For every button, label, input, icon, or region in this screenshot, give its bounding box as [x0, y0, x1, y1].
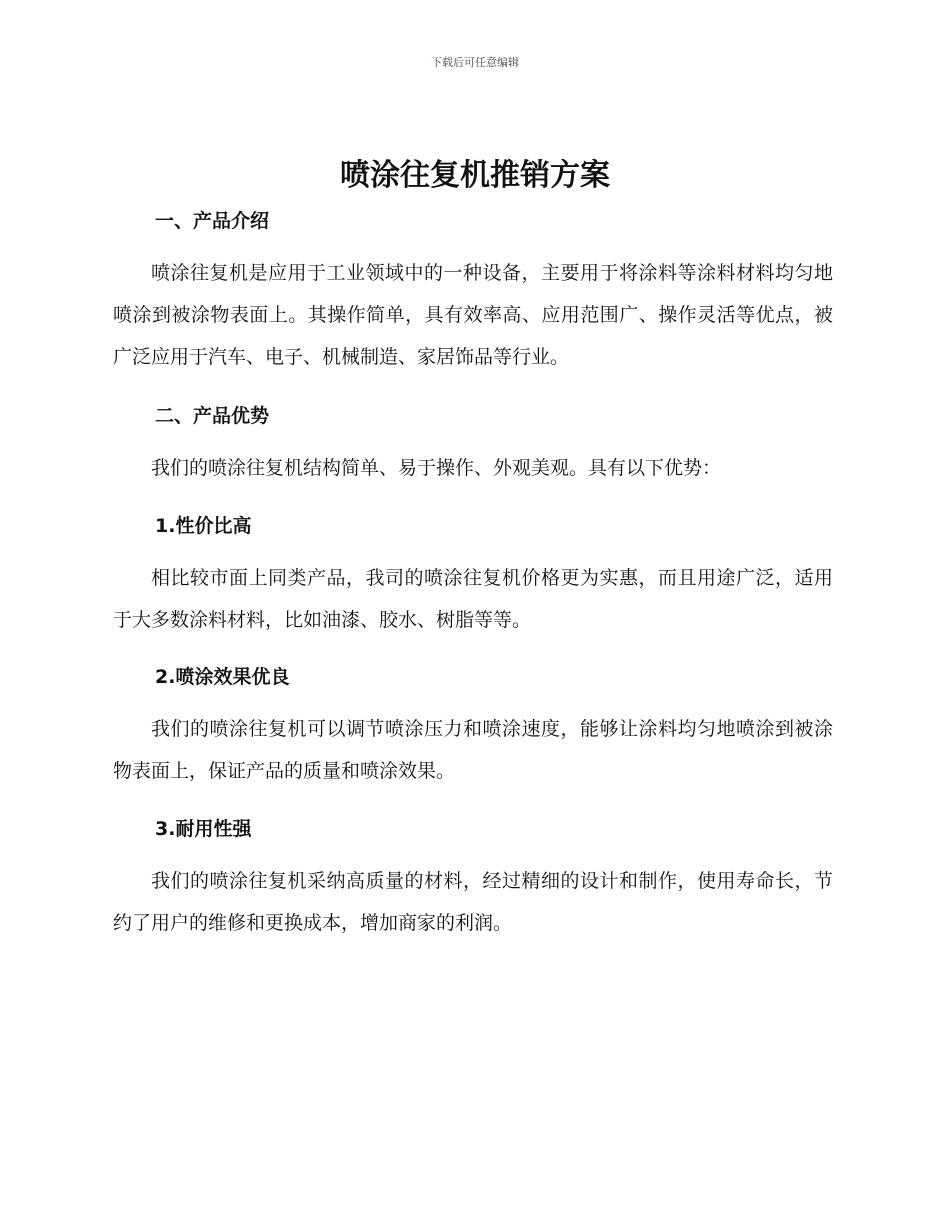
subheading-cost-performance: 1.性价比高 — [155, 515, 252, 537]
section-heading-product-intro: 一、产品介绍 — [155, 210, 270, 232]
paragraph-durability: 我们的喷涂往复机采纳高质量的材料，经过精细的设计和制作，使用寿命长，节约了用户的维修和更换成本，增加商家的利润。 — [113, 870, 833, 934]
header-note: 下载后可任意编辑 — [431, 56, 519, 69]
section-heading-product-advantages: 二、产品优势 — [155, 405, 270, 427]
subheading-durability: 3.耐用性强 — [155, 818, 252, 840]
paragraph-cost-performance: 相比较市面上同类产品，我司的喷涂往复机价格更为实惠，而且用途广泛，适用于大多数涂料材料，比如油漆、胶水、树脂等等。 — [113, 567, 833, 631]
paragraph-product-intro: 喷涂往复机是应用于工业领域中的一种设备，主要用于将涂料等涂料材料均匀地喷涂到被涂物表面上。其操作简单，具有效率高、应用范围广、操作灵活等优点，被广泛应用于汽车、电子、机械制造、家居饰品等行业。 — [113, 262, 833, 368]
document-title: 喷涂往复机推销方案 — [340, 158, 610, 193]
paragraph-advantages-intro: 我们的喷涂往复机结构简单、易于操作、外观美观。具有以下优势： — [151, 457, 722, 479]
subheading-spray-effect: 2.喷涂效果优良 — [155, 666, 290, 688]
paragraph-spray-effect: 我们的喷涂往复机可以调节喷涂压力和喷涂速度，能够让涂料均匀地喷涂到被涂物表面上，保证产品的质量和喷涂效果。 — [113, 718, 833, 782]
